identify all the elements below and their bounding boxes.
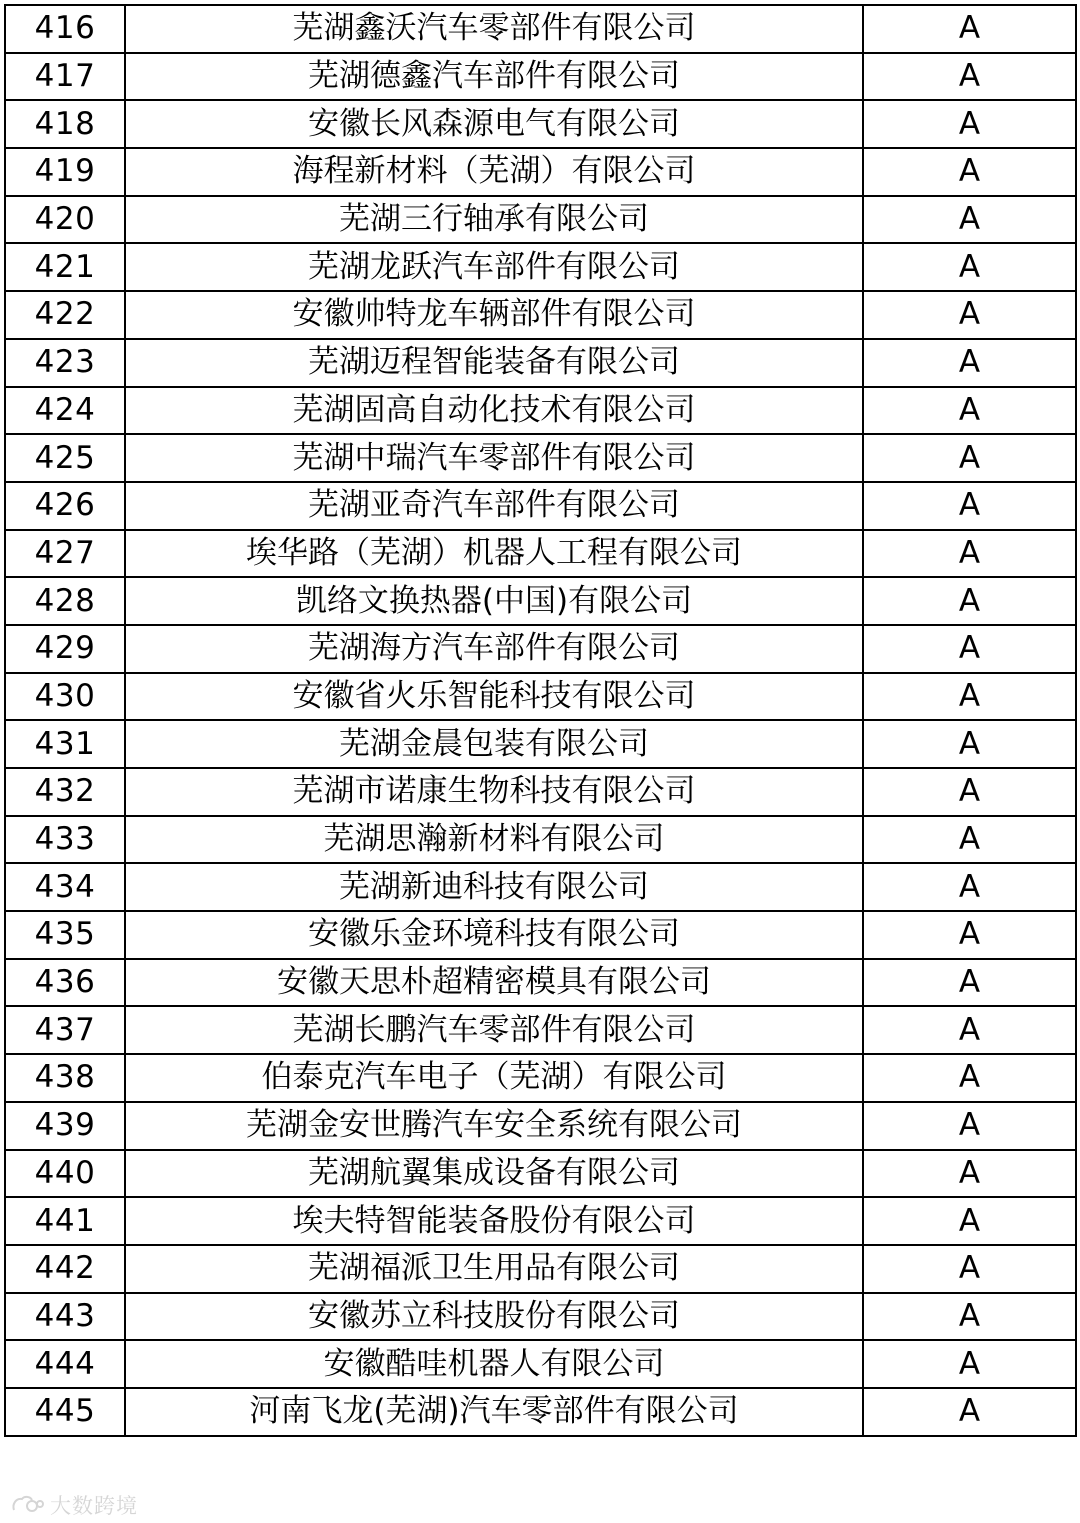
credit-grade: A	[863, 1054, 1076, 1102]
table-row	[5, 1388, 1076, 1436]
row-number: 430	[5, 673, 125, 721]
row-number: 416	[5, 5, 125, 53]
company-name: 芜湖长鹏汽车零部件有限公司	[125, 1006, 863, 1054]
row-number: 434	[5, 863, 125, 911]
company-name: 芜湖新迪科技有限公司	[125, 863, 863, 911]
credit-grade: A	[863, 339, 1076, 387]
table-row	[5, 1293, 1076, 1341]
credit-grade: A	[863, 5, 1076, 53]
brand-logo-icon	[10, 1494, 44, 1516]
credit-grade: A	[863, 1150, 1076, 1198]
table-row	[5, 434, 1076, 482]
company-name: 凯络文换热器(中国)有限公司	[125, 577, 863, 625]
company-name: 埃夫特智能装备股份有限公司	[125, 1197, 863, 1245]
row-number: 429	[5, 625, 125, 673]
table-row	[5, 100, 1076, 148]
company-name: 芜湖海方汽车部件有限公司	[125, 625, 863, 673]
company-name: 安徽苏立科技股份有限公司	[125, 1293, 863, 1341]
table-row	[5, 1150, 1076, 1198]
company-name: 芜湖鑫沃汽车零部件有限公司	[125, 5, 863, 53]
company-name: 芜湖市诺康生物科技有限公司	[125, 768, 863, 816]
row-number: 432	[5, 768, 125, 816]
table-row	[5, 1006, 1076, 1054]
company-name: 芜湖金晨包装有限公司	[125, 720, 863, 768]
credit-grade: A	[863, 1197, 1076, 1245]
table-row	[5, 530, 1076, 578]
company-name: 芜湖金安世腾汽车安全系统有限公司	[125, 1102, 863, 1150]
row-number: 425	[5, 434, 125, 482]
table-row	[5, 5, 1076, 53]
credit-grade: A	[863, 625, 1076, 673]
row-number: 423	[5, 339, 125, 387]
row-number: 422	[5, 291, 125, 339]
table-row	[5, 1245, 1076, 1293]
table-row	[5, 816, 1076, 864]
table-row	[5, 196, 1076, 244]
company-name: 芜湖航翼集成设备有限公司	[125, 1150, 863, 1198]
credit-grade: A	[863, 53, 1076, 101]
credit-grade: A	[863, 100, 1076, 148]
watermark-text: 大数跨境	[50, 1494, 138, 1518]
credit-grade: A	[863, 530, 1076, 578]
table-row	[5, 243, 1076, 291]
row-number: 424	[5, 387, 125, 435]
credit-grade: A	[863, 1006, 1076, 1054]
row-number: 433	[5, 816, 125, 864]
credit-grade: A	[863, 1388, 1076, 1436]
row-number: 437	[5, 1006, 125, 1054]
row-number: 436	[5, 959, 125, 1007]
company-name: 安徽乐金环境科技有限公司	[125, 911, 863, 959]
row-number: 428	[5, 577, 125, 625]
row-number: 420	[5, 196, 125, 244]
credit-grade: A	[863, 911, 1076, 959]
watermark	[10, 1490, 138, 1520]
company-name: 安徽省火乐智能科技有限公司	[125, 673, 863, 721]
company-name: 安徽酷哇机器人有限公司	[125, 1340, 863, 1388]
row-number: 440	[5, 1150, 125, 1198]
row-number: 431	[5, 720, 125, 768]
company-name: 芜湖亚奇汽车部件有限公司	[125, 482, 863, 530]
credit-grade: A	[863, 1102, 1076, 1150]
row-number: 417	[5, 53, 125, 101]
credit-grade: A	[863, 577, 1076, 625]
table-row	[5, 1054, 1076, 1102]
company-list-sheet	[4, 4, 1075, 1437]
company-name: 芜湖中瑞汽车零部件有限公司	[125, 434, 863, 482]
credit-grade: A	[863, 434, 1076, 482]
row-number: 444	[5, 1340, 125, 1388]
credit-grade: A	[863, 816, 1076, 864]
company-name: 芜湖迈程智能装备有限公司	[125, 339, 863, 387]
row-number: 443	[5, 1293, 125, 1341]
table-row	[5, 1340, 1076, 1388]
table-row	[5, 911, 1076, 959]
company-name: 安徽帅特龙车辆部件有限公司	[125, 291, 863, 339]
row-number: 445	[5, 1388, 125, 1436]
table-row	[5, 625, 1076, 673]
credit-grade: A	[863, 1245, 1076, 1293]
company-name: 芜湖思瀚新材料有限公司	[125, 816, 863, 864]
table-row	[5, 959, 1076, 1007]
company-name: 海程新材料（芜湖）有限公司	[125, 148, 863, 196]
company-grade-table	[4, 4, 1077, 1437]
table-row	[5, 291, 1076, 339]
company-name: 芜湖固高自动化技术有限公司	[125, 387, 863, 435]
credit-grade: A	[863, 1293, 1076, 1341]
table-row	[5, 387, 1076, 435]
credit-grade: A	[863, 863, 1076, 911]
credit-grade: A	[863, 196, 1076, 244]
table-row	[5, 673, 1076, 721]
credit-grade: A	[863, 291, 1076, 339]
table-row	[5, 863, 1076, 911]
company-name: 芜湖德鑫汽车部件有限公司	[125, 53, 863, 101]
row-number: 426	[5, 482, 125, 530]
table-row	[5, 53, 1076, 101]
table-row	[5, 768, 1076, 816]
table-body	[5, 5, 1076, 1436]
table-row	[5, 148, 1076, 196]
credit-grade: A	[863, 959, 1076, 1007]
table-row	[5, 339, 1076, 387]
row-number: 441	[5, 1197, 125, 1245]
row-number: 439	[5, 1102, 125, 1150]
credit-grade: A	[863, 768, 1076, 816]
company-name: 芜湖三行轴承有限公司	[125, 196, 863, 244]
table-row	[5, 577, 1076, 625]
row-number: 435	[5, 911, 125, 959]
credit-grade: A	[863, 720, 1076, 768]
company-name: 埃华路（芜湖）机器人工程有限公司	[125, 530, 863, 578]
company-name: 芜湖龙跃汽车部件有限公司	[125, 243, 863, 291]
table-row	[5, 1102, 1076, 1150]
company-name: 河南飞龙(芜湖)汽车零部件有限公司	[125, 1388, 863, 1436]
credit-grade: A	[863, 482, 1076, 530]
credit-grade: A	[863, 148, 1076, 196]
table-row	[5, 1197, 1076, 1245]
table-row	[5, 720, 1076, 768]
company-name: 安徽天思朴超精密模具有限公司	[125, 959, 863, 1007]
credit-grade: A	[863, 1340, 1076, 1388]
row-number: 418	[5, 100, 125, 148]
credit-grade: A	[863, 673, 1076, 721]
row-number: 442	[5, 1245, 125, 1293]
row-number: 421	[5, 243, 125, 291]
company-name: 伯泰克汽车电子（芜湖）有限公司	[125, 1054, 863, 1102]
company-name: 安徽长风森源电气有限公司	[125, 100, 863, 148]
row-number: 419	[5, 148, 125, 196]
company-name: 芜湖福派卫生用品有限公司	[125, 1245, 863, 1293]
credit-grade: A	[863, 243, 1076, 291]
table-row	[5, 482, 1076, 530]
credit-grade: A	[863, 387, 1076, 435]
row-number: 427	[5, 530, 125, 578]
row-number: 438	[5, 1054, 125, 1102]
